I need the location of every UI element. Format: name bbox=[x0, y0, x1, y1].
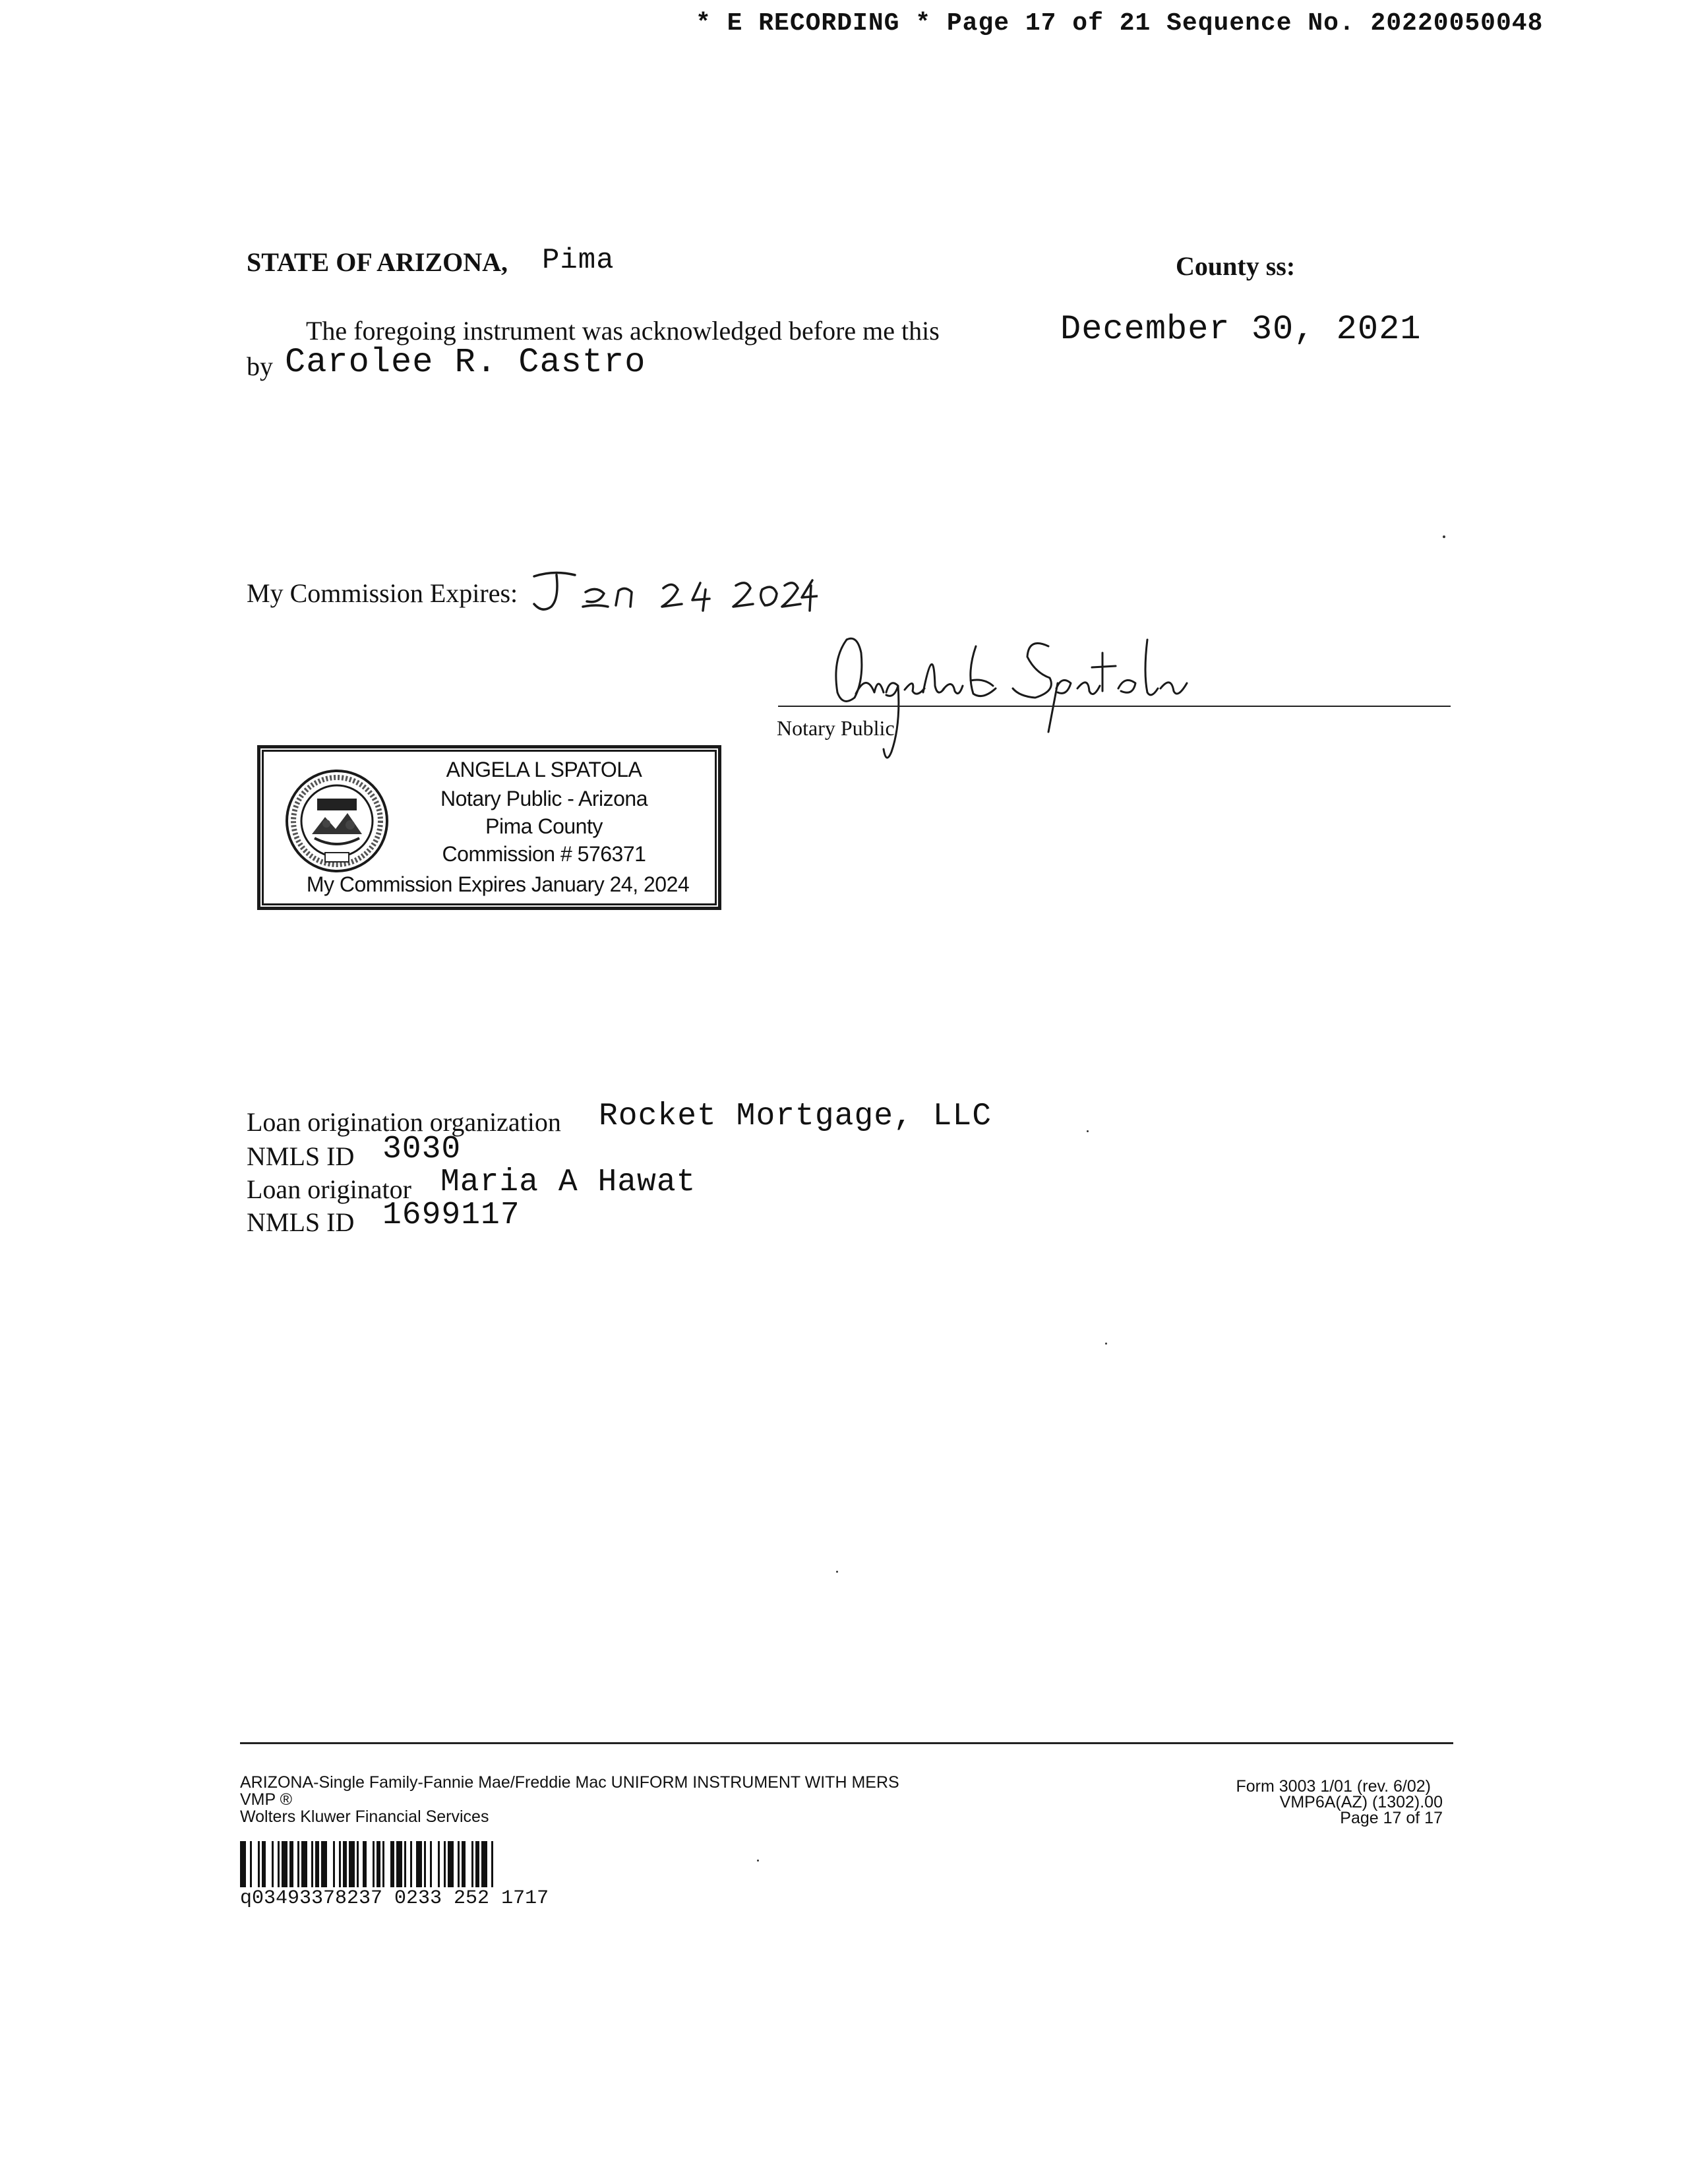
stamp-notary-title: Notary Public - Arizona bbox=[440, 787, 648, 810]
recording-stamp: * E RECORDING * Page 17 of 21 Sequence No. 20220050048 bbox=[696, 9, 1544, 38]
acknowledgment-date: December 30, 2021 bbox=[1060, 310, 1422, 349]
scan-speck bbox=[757, 1860, 759, 1862]
by-label: by bbox=[247, 351, 273, 381]
stamp-commission-expires: My Commission Expires January 24, 2024 bbox=[306, 872, 690, 896]
footer-publisher: Wolters Kluwer Financial Services bbox=[240, 1807, 489, 1826]
loan-org-value: Rocket Mortgage, LLC bbox=[599, 1099, 992, 1134]
footer-form-title: ARIZONA-Single Family-Fannie Mae/Freddie Mac UNIFORM INSTRUMENT WITH MERS bbox=[240, 1773, 899, 1792]
notary-stamp bbox=[257, 745, 721, 910]
stamp-commission-number: Commission # 576371 bbox=[442, 842, 646, 866]
scan-speck bbox=[1443, 535, 1445, 538]
handwritten-commission-date bbox=[528, 566, 818, 619]
county-label: County ss: bbox=[1176, 251, 1296, 281]
stamp-county: Pima County bbox=[485, 814, 603, 838]
org-nmls-value: 3030 bbox=[382, 1132, 462, 1167]
footer-page-number: Page 17 of 17 bbox=[1340, 1809, 1443, 1827]
loan-originator-value: Maria A Hawat bbox=[440, 1165, 696, 1200]
arizona-state-seal-icon bbox=[284, 768, 390, 874]
originator-nmls-value: 1699117 bbox=[382, 1198, 520, 1233]
barcode bbox=[240, 1841, 715, 1889]
footer-divider bbox=[240, 1742, 1453, 1744]
barcode-number: q03493378237 0233 252 1717 bbox=[240, 1887, 549, 1910]
acknowledgment-text: The foregoing instrument was acknowledged before me this bbox=[306, 316, 940, 346]
originator-nmls-label: NMLS ID bbox=[247, 1207, 355, 1237]
notary-public-label: Notary Public bbox=[777, 716, 895, 740]
org-nmls-label: NMLS ID bbox=[247, 1141, 355, 1171]
commission-expires-label: My Commission Expires: bbox=[247, 578, 518, 608]
scan-speck bbox=[1105, 1343, 1107, 1345]
footer-form-number: Form 3003 1/01 (rev. 6/02) bbox=[1236, 1777, 1431, 1796]
stamp-notary-name: ANGELA L SPATOLA bbox=[446, 758, 642, 781]
footer-form-code: VMP6A(AZ) (1302).00 bbox=[1279, 1793, 1443, 1811]
loan-org-label: Loan origination organization bbox=[247, 1107, 561, 1137]
scan-speck bbox=[1087, 1130, 1089, 1132]
state-label: STATE OF ARIZONA, bbox=[247, 247, 508, 277]
loan-originator-label: Loan originator bbox=[247, 1174, 411, 1204]
footer-vmp: VMP ® bbox=[240, 1790, 293, 1809]
notary-signature bbox=[818, 620, 1240, 772]
scan-speck bbox=[836, 1571, 838, 1573]
acknowledged-by-name: Carolee R. Castro bbox=[285, 343, 646, 382]
county-value: Pima bbox=[542, 244, 615, 277]
signature-line bbox=[778, 706, 1451, 707]
